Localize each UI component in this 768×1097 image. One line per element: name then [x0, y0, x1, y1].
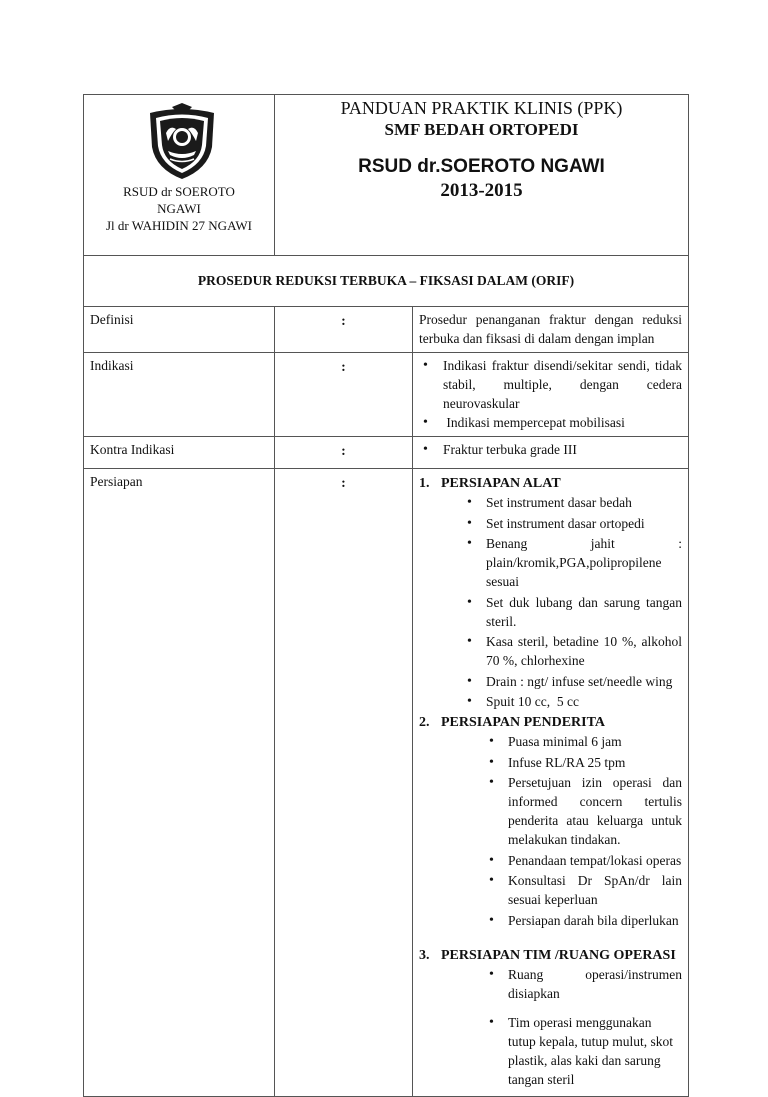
institution-cell — [84, 95, 275, 256]
kontra-list — [419, 440, 682, 459]
list-item: • Set instrument dasar bedah — [463, 493, 682, 512]
persiapan-tim-list — [419, 965, 682, 1089]
list-item: • Indikasi fraktur disendi/sekitar sendi, tidak stabil, multiple, dengan cedera neurovaskular — [419, 356, 682, 413]
ppk-table — [83, 94, 689, 1097]
section-title: PERSIAPAN PENDERITA — [441, 715, 605, 730]
procedure-row — [84, 256, 689, 307]
list-item: • Benang jahit : plain/kromik,PGA,polipropilene sesuai — [463, 534, 682, 591]
label-indikasi: Indikasi — [84, 353, 275, 437]
list-item: • Puasa minimal 6 jam — [485, 732, 682, 751]
section-number: 3. — [419, 947, 430, 963]
row-definisi — [84, 307, 689, 353]
list-item: • Kasa steril, betadine 10 %, alkohol 70 %, chlorhexine — [463, 632, 682, 670]
section-number: 1. — [419, 476, 430, 491]
label-persiapan: Persiapan — [84, 469, 275, 1097]
colon-separator: : — [275, 437, 413, 469]
section-persiapan-tim — [419, 946, 682, 965]
indikasi-list — [419, 356, 682, 432]
section-number: 2. — [419, 715, 430, 730]
period-title: 2013-2015 — [440, 180, 523, 201]
list-item: • Set instrument dasar ortopedi — [463, 514, 682, 533]
definisi-text: Prosedur penanganan fraktur dengan reduksi terbuka dan fiksasi di dalam dengan implan — [413, 307, 689, 353]
section-title: PERSIAPAN ALAT — [441, 476, 561, 491]
procedure-title: PROSEDUR REDUKSI TERBUKA – FIKSASI DALAM (ORIF) — [84, 256, 689, 307]
ngawi-emblem-icon — [146, 103, 218, 181]
colon-separator: : — [275, 469, 413, 1097]
row-indikasi — [84, 353, 689, 437]
label-definisi: Definisi — [84, 307, 275, 353]
row-kontra-indikasi — [84, 437, 689, 469]
list-item: • Persetujuan izin operasi dan informed concern tertulis penderita atau keluarga untuk melakukan tindakan. — [485, 773, 682, 849]
persiapan-alat-list — [419, 493, 682, 711]
row-persiapan — [84, 469, 689, 1097]
institution-street: Jl dr WAHIDIN 27 NGAWI — [105, 218, 253, 233]
list-item: • Drain : ngt/ infuse set/needle wing — [463, 672, 682, 691]
smf-title: SMF BEDAH ORTOPEDI — [384, 120, 579, 139]
institution-name: RSUD dr SOEROTO — [123, 184, 235, 199]
list-item: • Ruang operasi/instrumen disiapkan — [485, 965, 682, 1003]
colon-separator: : — [275, 307, 413, 353]
list-item: • Set duk lubang dan sarung tangan steril. — [463, 593, 682, 631]
institution-city: NGAWI — [157, 201, 201, 216]
ppk-title: PANDUAN PRAKTIK KLINIS (PPK) — [340, 98, 623, 118]
label-kontra-indikasi: Kontra Indikasi — [84, 437, 275, 469]
institution-address — [84, 183, 274, 234]
list-item: • Indikasi mempercepat mobilisasi — [419, 413, 682, 432]
list-item: • Tim operasi menggunakan tutup kepala, tutup mulut, skot plastik, alas kaki dan sarung tangan steril — [485, 1013, 682, 1089]
list-item: • Infuse RL/RA 25 tpm — [485, 753, 682, 772]
persiapan-content — [413, 469, 689, 1097]
section-persiapan-penderita — [419, 713, 682, 732]
title-cell — [275, 95, 689, 256]
list-item: • Penandaan tempat/lokasi operas — [485, 851, 682, 870]
header-row — [84, 95, 689, 256]
list-item: • Spuit 10 cc, 5 cc — [463, 692, 682, 711]
hospital-title: RSUD dr.SOEROTO NGAWI — [358, 156, 605, 177]
section-persiapan-alat — [419, 474, 682, 493]
ppk-document — [83, 94, 689, 1097]
list-item: • Konsultasi Dr SpAn/dr lain sesuai keperluan — [485, 871, 682, 909]
list-item: • Fraktur terbuka grade III — [419, 440, 682, 459]
persiapan-penderita-list — [419, 732, 682, 930]
indikasi-content — [413, 353, 689, 437]
kontra-content — [413, 437, 689, 469]
colon-separator: : — [275, 353, 413, 437]
list-item: • Persiapan darah bila diperlukan — [485, 911, 682, 930]
section-title: PERSIAPAN TIM /RUANG OPERASI — [441, 947, 676, 963]
